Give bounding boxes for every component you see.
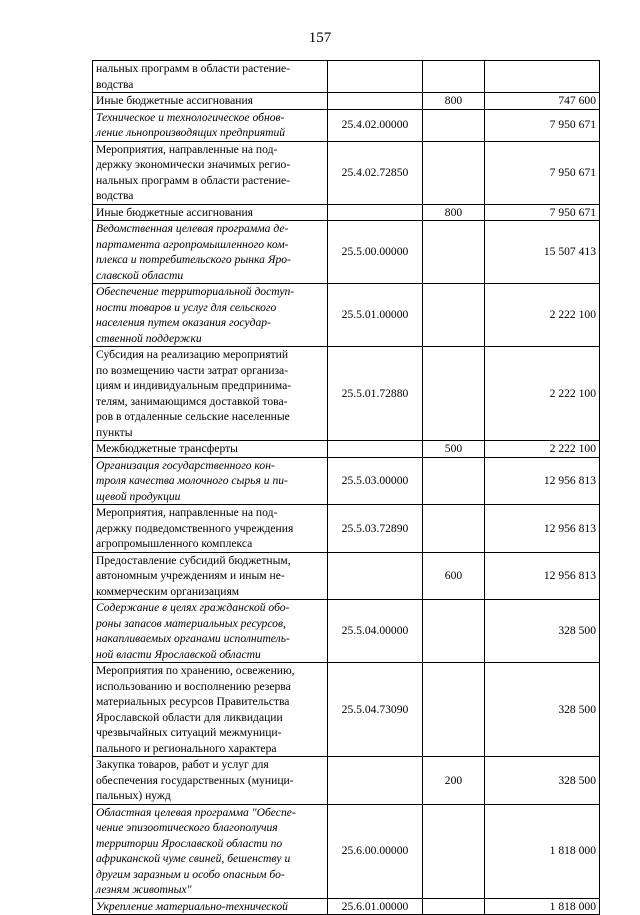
row-name-cell: Содержание в целях гражданской обо- роны запасов материальных ресурсов, накапливаемых органами исполнитель- ной власти Ярославской области <box>93 600 328 663</box>
expense-type-code-cell <box>423 457 485 505</box>
row-name-cell: Техническое и технологическое обнов- ление льнопроизводящих предприятий <box>93 109 328 141</box>
amount-cell: 7 950 671 <box>485 204 600 221</box>
target-article-code-cell: 25.5.01.00000 <box>328 284 423 347</box>
expense-type-code-cell <box>423 505 485 553</box>
expense-type-code-cell <box>423 61 485 93</box>
table-row <box>93 457 600 505</box>
amount-cell: 7 950 671 <box>485 141 600 204</box>
amount-cell: 15 507 413 <box>485 221 600 284</box>
expense-type-code-cell: 500 <box>423 441 485 458</box>
table-row <box>93 93 600 110</box>
amount-cell: 12 956 813 <box>485 505 600 553</box>
target-article-code-cell: 25.5.01.72880 <box>328 347 423 441</box>
row-name-cell: Ведомственная целевая программа де- партамента агропромышленного ком- плекса и потребительского рынка Яро- славской области <box>93 221 328 284</box>
target-article-code-cell: 25.5.04.00000 <box>328 600 423 663</box>
row-name-cell: Обеспечение территориальной доступ- ности товаров и услуг для сельского населения путем оказания государ- ственной поддержки <box>93 284 328 347</box>
table-row <box>93 347 600 441</box>
budget-table <box>92 60 600 915</box>
row-name-cell: Иные бюджетные ассигнования <box>93 204 328 221</box>
target-article-code-cell <box>328 757 423 805</box>
table-row <box>93 898 600 915</box>
target-article-code-cell: 25.5.03.00000 <box>328 457 423 505</box>
budget-table-body <box>93 61 600 915</box>
target-article-code-cell <box>328 93 423 110</box>
target-article-code-cell: 25.5.04.73090 <box>328 663 423 757</box>
table-row <box>93 204 600 221</box>
table-row <box>93 505 600 553</box>
table-row <box>93 141 600 204</box>
row-name-cell: Мероприятия, направленные на под- держку экономически значимых регио- нальных программ в области растение- водства <box>93 141 328 204</box>
expense-type-code-cell <box>423 141 485 204</box>
page-number: 157 <box>308 30 332 46</box>
row-name-cell: Мероприятия, направленные на под- держку подведомственного учреждения агропромышленного комплекса <box>93 505 328 553</box>
target-article-code-cell <box>328 552 423 600</box>
table-row <box>93 284 600 347</box>
table-row <box>93 61 600 93</box>
expense-type-code-cell <box>423 804 485 898</box>
row-name-cell: Предоставление субсидий бюджетным, автономным учреждениям и иным не- коммерческим организациям <box>93 552 328 600</box>
amount-cell <box>485 61 600 93</box>
amount-cell: 328 500 <box>485 600 600 663</box>
table-row <box>93 441 600 458</box>
target-article-code-cell: 25.6.01.00000 <box>328 898 423 915</box>
row-name-cell: Областная целевая программа "Обеспе- чение эпизоотического благополучия территории Ярославской области по африканской чуме свиней, бешенству и другим заразным и особо опасным бо- лезням животных" <box>93 804 328 898</box>
amount-cell: 2 222 100 <box>485 347 600 441</box>
target-article-code-cell: 25.5.03.72890 <box>328 505 423 553</box>
expense-type-code-cell <box>423 600 485 663</box>
table-row <box>93 804 600 898</box>
amount-cell: 12 956 813 <box>485 552 600 600</box>
expense-type-code-cell: 800 <box>423 204 485 221</box>
amount-cell: 747 600 <box>485 93 600 110</box>
row-name-cell: Укрепление материально-технической <box>93 898 328 915</box>
row-name-cell: Межбюджетные трансферты <box>93 441 328 458</box>
target-article-code-cell <box>328 441 423 458</box>
expense-type-code-cell <box>423 663 485 757</box>
amount-cell: 1 818 000 <box>485 898 600 915</box>
amount-cell: 12 956 813 <box>485 457 600 505</box>
amount-cell: 2 222 100 <box>485 441 600 458</box>
expense-type-code-cell <box>423 221 485 284</box>
amount-cell: 2 222 100 <box>485 284 600 347</box>
row-name-cell: Закупка товаров, работ и услуг для обеспечения государственных (муници- пальных) нужд <box>93 757 328 805</box>
row-name-cell: Иные бюджетные ассигнования <box>93 93 328 110</box>
expense-type-code-cell: 800 <box>423 93 485 110</box>
target-article-code-cell: 25.4.02.72850 <box>328 141 423 204</box>
expense-type-code-cell: 600 <box>423 552 485 600</box>
amount-cell: 1 818 000 <box>485 804 600 898</box>
target-article-code-cell <box>328 204 423 221</box>
target-article-code-cell: 25.4.02.00000 <box>328 109 423 141</box>
row-name-cell: Мероприятия по хранению, освежению, использованию и восполнению резерва материальных ресурсов Правительства Ярославской области для ликвидации чрезвычайных ситуаций межмуници- пального и регионального характера <box>93 663 328 757</box>
expense-type-code-cell: 200 <box>423 757 485 805</box>
table-row <box>93 757 600 805</box>
amount-cell: 328 500 <box>485 663 600 757</box>
expense-type-code-cell <box>423 109 485 141</box>
row-name-cell: Организация государственного кон- троля качества молочного сырья и пи- щевой продукции <box>93 457 328 505</box>
target-article-code-cell: 25.6.00.00000 <box>328 804 423 898</box>
table-row <box>93 600 600 663</box>
row-name-cell: нальных программ в области растение- водства <box>93 61 328 93</box>
expense-type-code-cell <box>423 898 485 915</box>
expense-type-code-cell <box>423 347 485 441</box>
amount-cell: 7 950 671 <box>485 109 600 141</box>
amount-cell: 328 500 <box>485 757 600 805</box>
row-name-cell: Субсидия на реализацию мероприятий по возмещению части затрат организа- циям и индивидуальным предпринима- телям, занимающимся доставкой това- ров в отдаленные сельские населенные пункты <box>93 347 328 441</box>
target-article-code-cell <box>328 61 423 93</box>
expense-type-code-cell <box>423 284 485 347</box>
table-row <box>93 221 600 284</box>
table-row <box>93 663 600 757</box>
table-row <box>93 552 600 600</box>
target-article-code-cell: 25.5.00.00000 <box>328 221 423 284</box>
table-row <box>93 109 600 141</box>
